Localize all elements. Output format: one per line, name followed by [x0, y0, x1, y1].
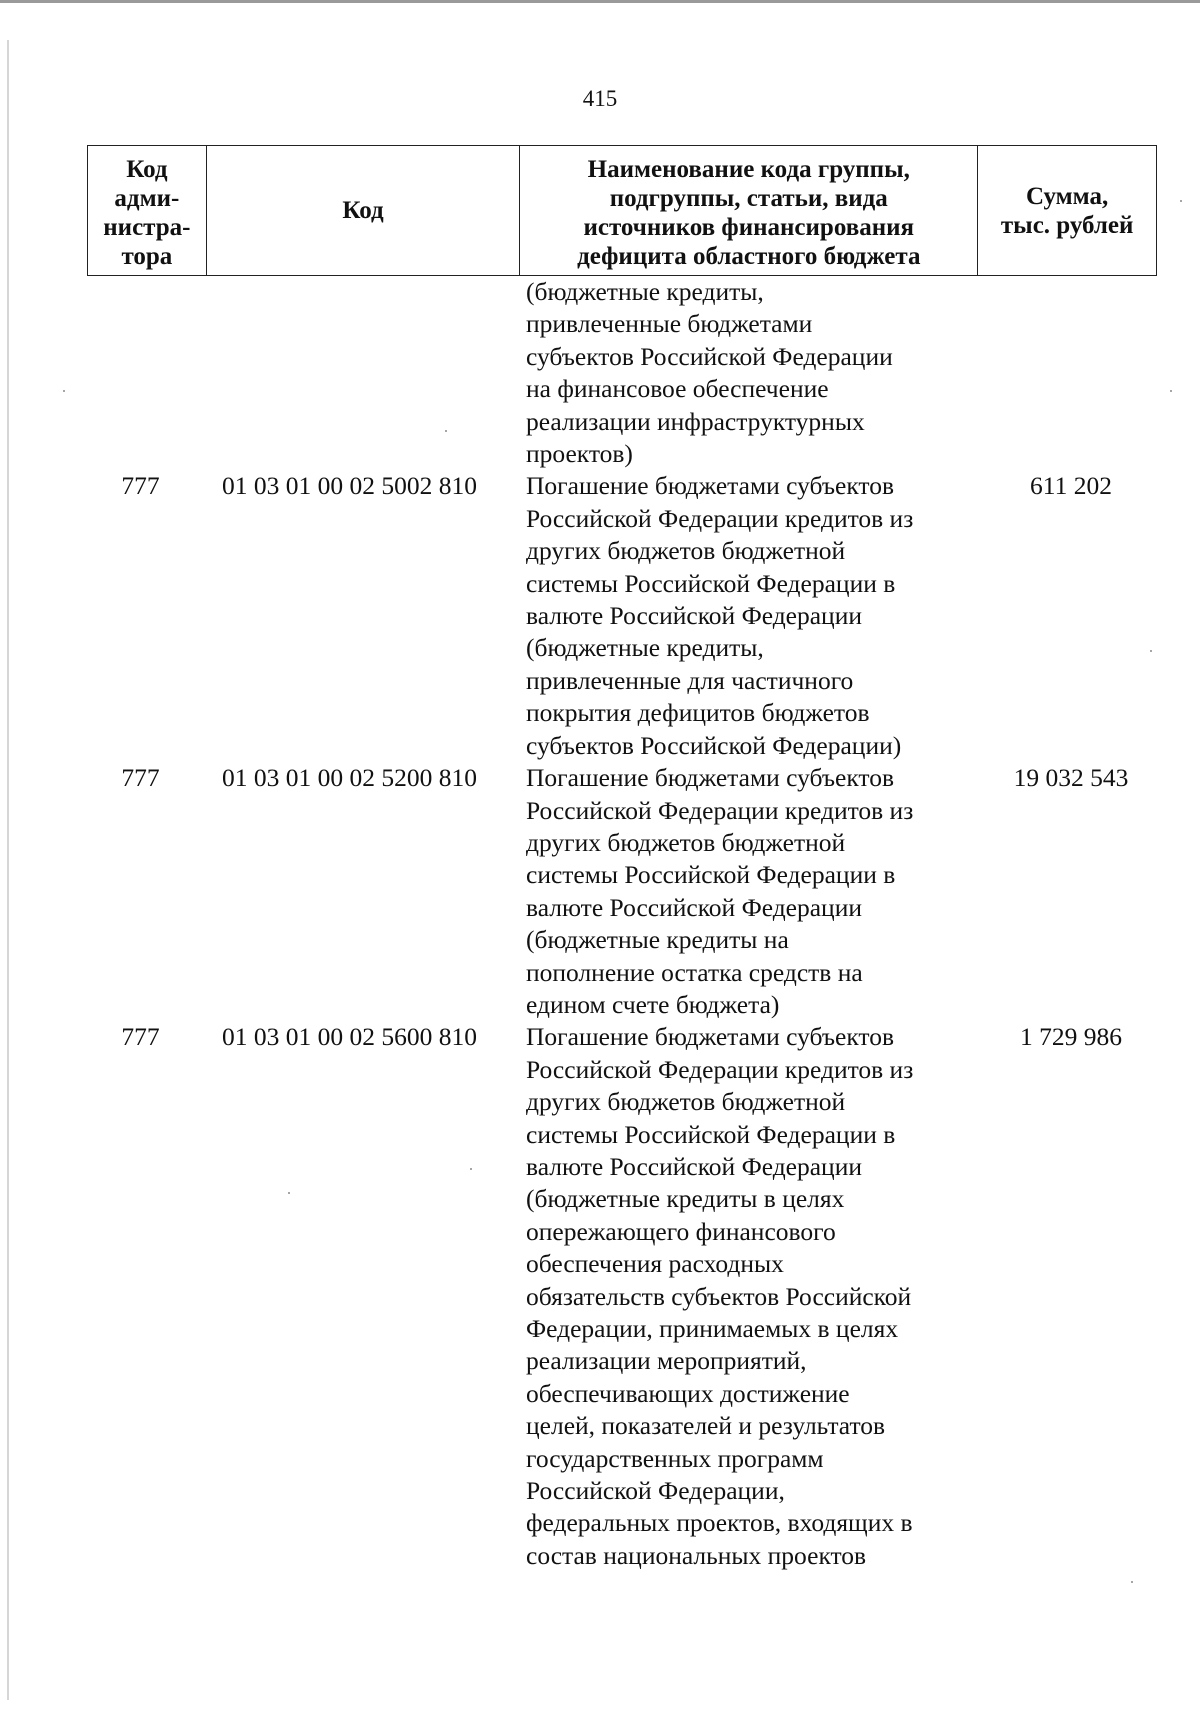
sum-cell: 19 032 543: [1013, 763, 1129, 793]
code-cell: 01 03 01 00 02 5600 810: [222, 1022, 477, 1052]
table-row: [87, 1021, 1157, 1572]
sum-cell: 611 202: [1030, 471, 1112, 501]
header-name-line: источников финансирования: [583, 213, 915, 241]
scan-speck: [1170, 390, 1172, 392]
text-line: Российской Федерации кредитов из: [526, 1054, 914, 1084]
text-line: привлеченные для частичного: [526, 665, 854, 695]
text-line: проектов): [526, 439, 633, 469]
text-line: субъектов Российской Федерации: [526, 341, 893, 371]
scan-speck: [445, 430, 447, 432]
text-line: обеспечения расходных: [526, 1249, 784, 1279]
text-line: (бюджетные кредиты в целях: [526, 1184, 845, 1214]
text-line: состав национальных проектов: [526, 1540, 867, 1570]
text-line: (бюджетные кредиты,: [526, 277, 764, 306]
text-line: пополнение остатка средств на: [526, 957, 863, 987]
text-line: обеспечивающих достижение: [526, 1378, 850, 1408]
name-cell: [520, 762, 979, 1021]
scan-top-border: [0, 0, 1200, 3]
text-line: целей, показателей и результатов: [526, 1411, 886, 1441]
sum-cell: 1 729 986: [1020, 1022, 1122, 1052]
text-line: Российской Федерации,: [526, 1476, 785, 1506]
header-name-line: дефицита областного бюджета: [577, 242, 921, 270]
text-line: (бюджетные кредиты на: [526, 925, 789, 955]
header-admin-line: Код: [126, 155, 168, 183]
text-line: привлеченные бюджетами: [526, 309, 813, 339]
text-line: валюте Российской Федерации: [526, 1151, 862, 1181]
header-admin-line: тора: [121, 242, 173, 270]
text-line: других бюджетов бюджетной: [526, 827, 846, 857]
text-line: федеральных проектов, входящих в: [526, 1508, 913, 1538]
scan-speck: [1131, 1581, 1133, 1583]
continuation-text: [520, 276, 979, 470]
scan-speck: [470, 1168, 472, 1170]
header-sum-line: тыс. рублей: [1000, 211, 1134, 239]
name-cell: [520, 470, 979, 762]
text-line: на финансовое обеспечение: [526, 374, 829, 404]
text-line: системы Российской Федерации в: [526, 568, 896, 598]
text-line: других бюджетов бюджетной: [526, 1087, 846, 1117]
header-admin-line: нистра-: [103, 213, 191, 241]
sources-table: [87, 145, 1157, 1572]
text-line: других бюджетов бюджетной: [526, 536, 846, 566]
page-number: 415: [582, 86, 618, 111]
text-line: валюте Российской Федерации: [526, 892, 862, 922]
table-header: [87, 145, 1157, 276]
header-name-line: Наименование кода группы,: [587, 155, 910, 183]
admin-code-cell: 777: [121, 1022, 160, 1052]
text-line: системы Российской Федерации в: [526, 860, 896, 890]
table-row: [87, 470, 1157, 762]
text-line: Погашение бюджетами субъектов: [526, 1022, 895, 1052]
text-line: опережающего финансового: [526, 1216, 836, 1246]
text-line: покрытия дефицитов бюджетов: [526, 698, 870, 728]
header-code: Код: [207, 146, 520, 275]
scan-speck: [1150, 650, 1152, 652]
text-line: Российской Федерации кредитов из: [526, 795, 914, 825]
text-line: Российской Федерации кредитов из: [526, 503, 914, 533]
header-admin-line: адми-: [114, 184, 180, 212]
code-cell: 01 03 01 00 02 5002 810: [222, 471, 477, 501]
code-cell: 01 03 01 00 02 5200 810: [222, 763, 477, 793]
header-name: [520, 146, 978, 275]
header-admin-code: [88, 146, 207, 275]
name-cell: [520, 1021, 979, 1572]
text-line: Федерации, принимаемых в целях: [526, 1314, 899, 1343]
continuation-row: [87, 276, 1157, 470]
text-line: субъектов Российской Федерации): [526, 730, 902, 760]
text-line: едином счете бюджета): [526, 989, 780, 1019]
text-line: реализации мероприятий,: [526, 1346, 807, 1376]
header-name-line: подгруппы, статьи, вида: [609, 184, 888, 212]
header-sum: [978, 146, 1156, 275]
scan-speck: [1180, 200, 1182, 202]
text-line: системы Российской Федерации в: [526, 1119, 896, 1149]
text-line: (бюджетные кредиты,: [526, 633, 764, 663]
scan-speck: [63, 390, 65, 392]
text-line: Погашение бюджетами субъектов: [526, 763, 895, 793]
scan-speck: [288, 1192, 290, 1194]
scan-left-border: [7, 40, 9, 1700]
text-line: валюте Российской Федерации: [526, 601, 862, 631]
admin-code-cell: 777: [121, 471, 160, 501]
text-line: государственных программ: [526, 1443, 824, 1473]
text-line: Погашение бюджетами субъектов: [526, 471, 895, 501]
text-line: обязательств субъектов Российской: [526, 1281, 912, 1311]
table-row: [87, 762, 1157, 1021]
header-sum-line: Сумма,: [1026, 182, 1109, 210]
admin-code-cell: 777: [121, 763, 160, 793]
text-line: реализации инфраструктурных: [526, 406, 865, 436]
